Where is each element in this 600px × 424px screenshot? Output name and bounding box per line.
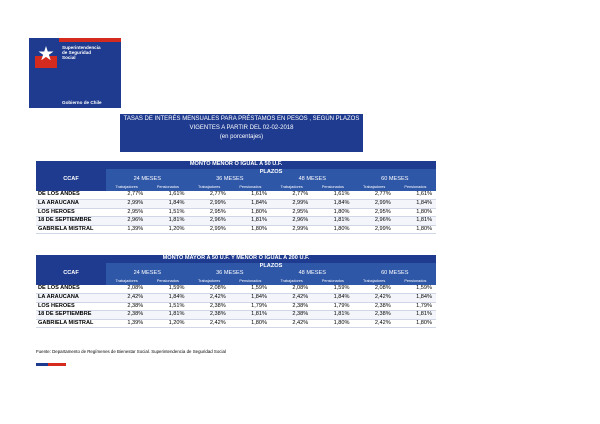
rate-cell: 2,77% [271, 191, 312, 199]
rate-cell: 2,99% [354, 225, 395, 234]
table-row [36, 217, 436, 226]
table-row [36, 302, 436, 311]
pensioners-header: Pensionados [230, 278, 271, 286]
table-title: MONTO MENOR O IGUAL A 50 U.F. [36, 161, 436, 169]
rate-cell: 1,80% [395, 225, 436, 234]
rate-cell: 1,80% [230, 319, 271, 328]
rate-cell: 2,96% [189, 217, 230, 226]
rate-cell: 2,96% [271, 217, 312, 226]
title-line-3: (en porcentajes) [219, 134, 264, 140]
rate-cell: 1,59% [147, 285, 188, 293]
rate-cell: 2,99% [189, 225, 230, 234]
rate-cell: 1,59% [395, 285, 436, 293]
rate-cell: 2,99% [271, 225, 312, 234]
pensioners-header: Pensionados [395, 184, 436, 192]
rate-cell: 1,51% [147, 208, 188, 217]
rate-cell: 1,84% [395, 199, 436, 208]
ccaf-name: LA ARAUCANA [36, 293, 106, 302]
rate-cell: 2,95% [106, 208, 147, 217]
rate-cell: 1,51% [147, 302, 188, 311]
star-shield-icon [35, 44, 57, 68]
rate-cell: 2,38% [106, 302, 147, 311]
rate-cell: 2,95% [271, 208, 312, 217]
rate-cell: 1,84% [312, 199, 353, 208]
ccaf-header: CCAF [36, 169, 106, 192]
workers-header: Trabajadores [354, 278, 395, 286]
rate-cell: 2,08% [271, 285, 312, 293]
source-note: Fuente: Departamento de Regímenes de Bienestar Social. Superintendencia de Seguridad Social [36, 349, 226, 354]
workers-header: Trabajadores [189, 184, 230, 192]
ccaf-name: 18 DE SEPTIEMBRE [36, 217, 106, 226]
rate-cell: 2,95% [189, 208, 230, 217]
term-header: 24 MESES [106, 176, 189, 184]
rate-cell: 2,42% [354, 319, 395, 328]
rate-cell: 1,80% [230, 208, 271, 217]
ccaf-name: DE LOS ANDES [36, 191, 106, 199]
rate-cell: 1,81% [230, 217, 271, 226]
logo-line-3: Social [62, 55, 76, 61]
rate-cell: 1,81% [395, 311, 436, 320]
rate-cell: 2,96% [106, 217, 147, 226]
term-header: 60 MESES [354, 270, 437, 278]
ccaf-name: GABRIELA MISTRAL [36, 319, 106, 328]
rate-cell: 1,80% [395, 319, 436, 328]
rate-cell: 2,95% [354, 208, 395, 217]
workers-header: Trabajadores [189, 278, 230, 286]
rate-cell: 2,38% [189, 302, 230, 311]
rate-cell: 1,84% [312, 293, 353, 302]
rate-cell: 1,84% [230, 199, 271, 208]
table-row [36, 285, 436, 293]
rate-cell: 2,42% [106, 293, 147, 302]
rate-cell: 1,20% [147, 225, 188, 234]
rate-cell: 2,77% [189, 191, 230, 199]
rate-cell: 1,59% [230, 285, 271, 293]
pensioners-header: Pensionados [312, 184, 353, 192]
rate-cell: 1,39% [106, 225, 147, 234]
logo-line-1: Superintendencia [62, 45, 101, 50]
table-row [36, 208, 436, 217]
logo-government: Gobierno de Chile [62, 100, 102, 105]
rate-cell: 1,39% [106, 319, 147, 328]
rate-cell: 2,08% [354, 285, 395, 293]
term-header: 24 MESES [106, 270, 189, 278]
term-header: 48 MESES [271, 270, 354, 278]
workers-header: Trabajadores [106, 278, 147, 286]
rate-cell: 2,08% [189, 285, 230, 293]
rate-cell: 2,38% [271, 311, 312, 320]
table-row [36, 293, 436, 302]
term-header: 36 MESES [189, 176, 272, 184]
rate-cell: 2,96% [354, 217, 395, 226]
rate-cell: 1,84% [395, 293, 436, 302]
workers-header: Trabajadores [271, 278, 312, 286]
sss-logo [29, 38, 121, 108]
rate-cell: 1,61% [395, 191, 436, 199]
rate-cell: 1,80% [312, 225, 353, 234]
ccaf-name: LA ARAUCANA [36, 199, 106, 208]
rate-cell: 1,80% [312, 319, 353, 328]
ccaf-name: GABRIELA MISTRAL [36, 225, 106, 234]
rate-cell: 1,80% [395, 208, 436, 217]
rate-cell: 2,99% [189, 199, 230, 208]
rate-cell: 2,77% [354, 191, 395, 199]
logo-line-2: de Seguridad [62, 50, 92, 56]
table-row [36, 199, 436, 208]
rate-cell: 1,61% [230, 191, 271, 199]
rate-cell: 1,81% [395, 217, 436, 226]
rate-cell: 2,42% [189, 293, 230, 302]
term-header: 48 MESES [271, 176, 354, 184]
pensioners-header: Pensionados [312, 278, 353, 286]
table-row [36, 311, 436, 320]
rate-cell: 2,99% [271, 199, 312, 208]
rate-cell: 2,99% [354, 199, 395, 208]
rate-cell: 2,99% [106, 199, 147, 208]
rate-cell: 1,79% [312, 302, 353, 311]
pensioners-header: Pensionados [147, 278, 188, 286]
rate-cell: 1,84% [230, 293, 271, 302]
table-row [36, 191, 436, 199]
rates-table-up-to-50uf [36, 161, 436, 234]
workers-header: Trabajadores [271, 184, 312, 192]
ccaf-name: LOS HEROES [36, 302, 106, 311]
rates-table-50-to-200uf [36, 255, 436, 328]
rate-cell: 1,61% [312, 191, 353, 199]
table-row [36, 225, 436, 234]
rate-cell: 1,59% [312, 285, 353, 293]
table-row [36, 319, 436, 328]
title-line-1: TASAS DE INTERÉS MENSUALES PARA PRÉSTAMOS EN PESOS , SEGÚN PLAZOS [123, 116, 360, 122]
pensioners-header: Pensionados [147, 184, 188, 192]
rate-cell: 2,38% [189, 311, 230, 320]
ccaf-name: LOS HEROES [36, 208, 106, 217]
rate-cell: 1,81% [147, 311, 188, 320]
flag-stripe [29, 38, 121, 42]
plazos-header: PLAZOS [106, 169, 436, 177]
rate-cell: 2,42% [271, 293, 312, 302]
rate-cell: 1,80% [230, 225, 271, 234]
rate-cell: 2,42% [354, 293, 395, 302]
workers-header: Trabajadores [354, 184, 395, 192]
rate-cell: 2,38% [271, 302, 312, 311]
logo-institution-name [62, 45, 120, 61]
plazos-header: PLAZOS [106, 263, 436, 271]
rate-cell: 2,38% [354, 302, 395, 311]
document-title [120, 114, 363, 152]
ccaf-header: CCAF [36, 263, 106, 286]
footer-flag-bar [36, 363, 66, 366]
rate-cell: 1,79% [395, 302, 436, 311]
rate-cell: 2,08% [106, 285, 147, 293]
rate-cell: 1,61% [147, 191, 188, 199]
rate-cell: 1,84% [147, 293, 188, 302]
title-line-2: VIGENTES A PARTIR DEL 02-02-2018 [189, 125, 294, 131]
rate-cell: 1,81% [312, 217, 353, 226]
rate-cell: 1,79% [230, 302, 271, 311]
rate-cell: 2,42% [271, 319, 312, 328]
rate-cell: 2,38% [354, 311, 395, 320]
rate-cell: 1,81% [312, 311, 353, 320]
term-header: 36 MESES [189, 270, 272, 278]
pensioners-header: Pensionados [395, 278, 436, 286]
pensioners-header: Pensionados [230, 184, 271, 192]
ccaf-name: DE LOS ANDES [36, 285, 106, 293]
ccaf-name: 18 DE SEPTIEMBRE [36, 311, 106, 320]
rate-cell: 2,38% [106, 311, 147, 320]
rate-cell: 2,42% [189, 319, 230, 328]
rate-cell: 2,77% [106, 191, 147, 199]
workers-header: Trabajadores [106, 184, 147, 192]
term-header: 60 MESES [354, 176, 437, 184]
rate-cell: 1,84% [147, 199, 188, 208]
rate-cell: 1,81% [230, 311, 271, 320]
rate-cell: 1,81% [147, 217, 188, 226]
table-title: MONTO MAYOR A 50 U.F. Y MENOR O IGUAL A 200 U.F. [36, 255, 436, 263]
rate-cell: 1,80% [312, 208, 353, 217]
rate-cell: 1,20% [147, 319, 188, 328]
